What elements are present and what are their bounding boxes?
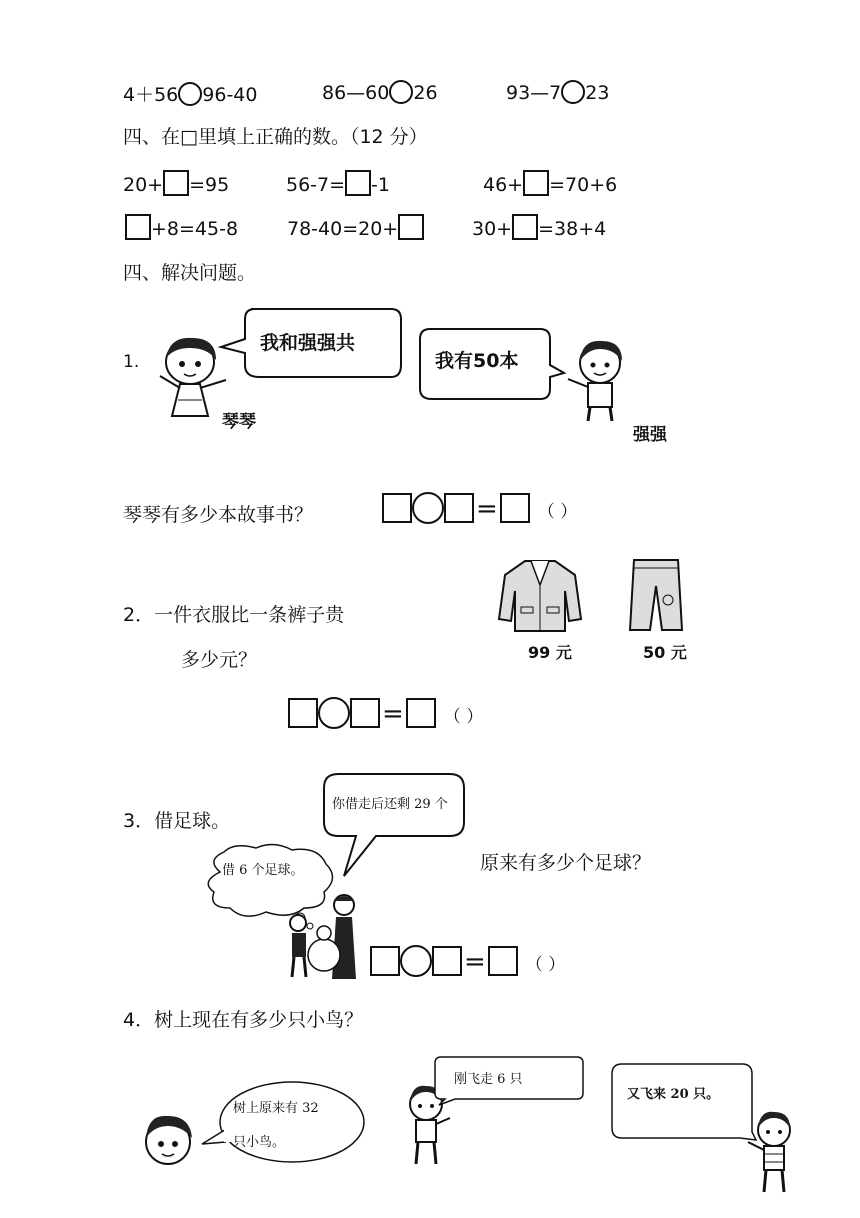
speech-bubble-top — [318, 770, 468, 882]
answer-box[interactable] — [432, 946, 462, 976]
answer-box[interactable] — [288, 698, 318, 728]
compare-c — [506, 80, 609, 104]
fill-1a-pre: 20+ — [123, 174, 164, 196]
compare-a-right: 96-40 — [202, 84, 258, 106]
answer-box[interactable] — [370, 946, 400, 976]
answer-box[interactable] — [125, 214, 151, 240]
fill-2c-post: =38+4 — [538, 218, 607, 240]
fill-2b-pre: 78-40=20+ — [287, 218, 399, 240]
speech-bubble-a — [198, 1078, 368, 1168]
equals-sign: = — [382, 699, 404, 729]
compare-b-left: 86—60 — [322, 82, 390, 104]
problem-2-line2: 多少元？ — [181, 649, 258, 671]
bubble-right-text: 我有50本 — [435, 350, 519, 372]
answer-box[interactable] — [345, 170, 371, 196]
unit-parens[interactable]: （ ） — [443, 707, 484, 727]
lending-football-illustration — [284, 893, 374, 983]
fill-2a-post: +8=45-8 — [151, 218, 239, 240]
bubble-top-text: 你借走后还剩 29 个 — [332, 797, 448, 812]
compare-b — [322, 80, 438, 104]
answer-box[interactable] — [488, 946, 518, 976]
answer-box[interactable] — [163, 170, 189, 196]
fill-2a — [125, 214, 238, 240]
equation-1 — [382, 492, 577, 524]
bubble-a-line1: 树上原来有 32 — [233, 1101, 319, 1116]
answer-box[interactable] — [406, 698, 436, 728]
coat-icon — [495, 555, 585, 635]
pants-icon — [628, 556, 684, 636]
fill-1c — [483, 170, 617, 196]
unit-parens[interactable]: （ ） — [525, 955, 566, 975]
girl-face-illustration — [136, 1108, 200, 1172]
fill-2c-pre: 30+ — [472, 218, 513, 240]
answer-box[interactable] — [350, 698, 380, 728]
operator-circle[interactable] — [400, 945, 432, 977]
problem-4-title: 4．树上现在有多少只小鸟？ — [123, 1009, 364, 1031]
compare-a-left: 4＋56 — [123, 84, 179, 106]
problem-3-question: 原来有多少个足球？ — [480, 852, 652, 874]
problem-2-line1: 2．一件衣服比一条裤子贵 — [123, 604, 345, 626]
equation-3 — [370, 945, 565, 977]
compare-c-right: 23 — [585, 82, 610, 104]
boy-right-illustration — [744, 1108, 804, 1198]
fill-heading: 四、在□里填上正确的数。（12 分） — [123, 126, 428, 148]
answer-box[interactable] — [523, 170, 549, 196]
fill-1b-pre: 56-7= — [286, 174, 346, 196]
fill-1b-post: -1 — [371, 174, 390, 196]
solve-heading: 四、解决问题。 — [123, 262, 257, 284]
unit-parens[interactable]: （ ） — [537, 502, 578, 522]
answer-box[interactable] — [382, 493, 412, 523]
equation-2 — [288, 697, 483, 729]
fill-1c-pre: 46+ — [483, 174, 524, 196]
bubble-a-line2: 只小鸟。 — [233, 1135, 286, 1150]
fill-1c-post: =70+6 — [549, 174, 618, 196]
answer-box[interactable] — [398, 214, 424, 240]
equals-sign: = — [464, 947, 486, 977]
fill-2b — [287, 214, 424, 240]
thought-text: 借 6 个足球。 — [222, 863, 304, 878]
bubble-c-text: 又飞来 20 只。 — [627, 1087, 720, 1102]
speech-bubble-c — [608, 1062, 758, 1148]
problem-1-question: 琴琴有多少本故事书？ — [123, 504, 314, 526]
coat-price: 99 元 — [528, 643, 572, 662]
answer-box[interactable] — [444, 493, 474, 523]
fill-1a — [123, 170, 229, 196]
fill-2c — [472, 214, 606, 240]
fill-1b — [286, 170, 390, 196]
operator-circle[interactable] — [318, 697, 350, 729]
compare-circle-c[interactable] — [561, 80, 585, 104]
compare-c-left: 93—7 — [506, 82, 562, 104]
problem-3-title: 3．借足球。 — [123, 810, 231, 832]
boy-illustration — [560, 335, 640, 425]
boy-name: 强强 — [633, 425, 667, 445]
compare-b-right: 26 — [413, 82, 438, 104]
problem-1-number: 1. — [123, 352, 140, 372]
operator-circle[interactable] — [412, 492, 444, 524]
fill-1a-post: =95 — [189, 174, 230, 196]
bubble-left-text: 我和强强共 — [260, 332, 356, 354]
answer-box[interactable] — [500, 493, 530, 523]
bubble-b-text: 刚飞走 6 只 — [454, 1072, 523, 1087]
equals-sign: = — [476, 494, 498, 524]
answer-box[interactable] — [512, 214, 538, 240]
compare-circle-a[interactable] — [178, 82, 202, 106]
compare-circle-b[interactable] — [389, 80, 413, 104]
pants-price: 50 元 — [643, 643, 687, 662]
compare-row — [123, 80, 257, 107]
girl-name: 琴琴 — [222, 412, 256, 432]
